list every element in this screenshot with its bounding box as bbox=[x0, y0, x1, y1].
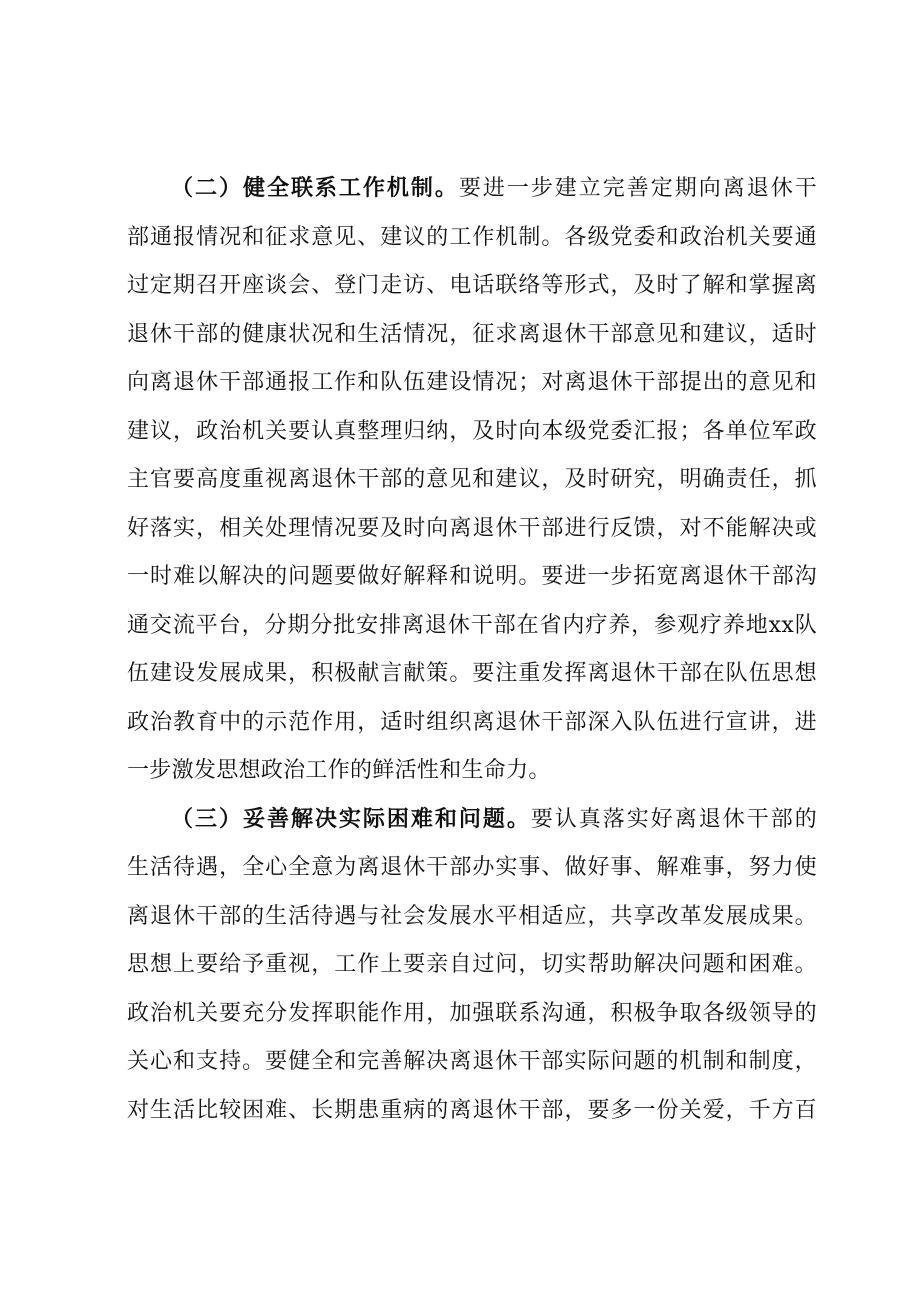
paragraph-line: 生活待遇，全心全意为离退休干部办实事、做好事、解难事，努力使 bbox=[127, 855, 817, 880]
paragraph-line: 思想上要给予重视，工作上要亲自过问，切实帮助解决问题和困难。 bbox=[127, 952, 817, 977]
paragraph-line: 关心和支持。要健全和完善解决离退休干部实际问题的机制和制度， bbox=[127, 1049, 817, 1074]
body-text bbox=[127, 165, 817, 1135]
paragraph-line: 离退休干部的生活待遇与社会发展水平相适应，共享改革发展成果。 bbox=[127, 903, 817, 929]
paragraph-line bbox=[127, 165, 817, 214]
paragraph-line: 一时难以解决的问题要做好解释和说明。要进一步拓宽离退休干部沟 bbox=[127, 564, 817, 589]
section-heading: （三）妥善解决实际困难和问题。 bbox=[171, 806, 531, 832]
paragraph-line: 好落实，相关处理情况要及时向离退休干部进行反馈，对不能解决或 bbox=[127, 515, 817, 541]
paragraph-line: 部通报情况和征求意见、建议的工作机制。各级党委和政治机关要通 bbox=[127, 224, 817, 250]
paragraph-line: 过定期召开座谈会、登门走访、电话联络等形式，及时了解和掌握离 bbox=[127, 273, 817, 298]
paragraph-line: 向离退休干部通报工作和队伍建设情况；对离退休干部提出的意见和 bbox=[127, 370, 817, 395]
paragraph-line: 政治机关要充分发挥职能作用，加强联系沟通，积极争取各级领导的 bbox=[127, 1000, 817, 1026]
paragraph-line: 一步激发思想政治工作的鲜活性和生命力。 bbox=[127, 758, 551, 783]
section-heading: （二）健全联系工作机制。 bbox=[171, 176, 459, 201]
paragraph-line: 对生活比较困难、长期患重病的离退休干部，要多一份关爱，千方百 bbox=[127, 1097, 817, 1123]
paragraph-line: 通交流平台，分期分批安排离退休干部在省内疗养，参观疗养地xx队 bbox=[127, 612, 817, 638]
paragraph-line: 主官要高度重视离退休干部的意见和建议，及时研究，明确责任，抓 bbox=[127, 467, 817, 492]
paragraph-line: 政治教育中的示范作用，适时组织离退休干部深入队伍进行宣讲，进 bbox=[127, 709, 817, 735]
paragraph-text: 要认真落实好离退休干部的 bbox=[530, 806, 817, 832]
paragraph-text: 要进一步建立完善定期向离退休干 bbox=[458, 176, 817, 201]
paragraph-line: 伍建设发展成果，积极献言献策。要注重发挥离退休干部在队伍思想 bbox=[127, 661, 817, 686]
paragraph-line: 退休干部的健康状况和生活情况，征求离退休干部意见和建议，适时 bbox=[127, 321, 817, 347]
paragraph-line bbox=[127, 796, 817, 845]
paragraph-line: 建议，政治机关要认真整理归纳，及时向本级党委汇报；各单位军政 bbox=[127, 418, 817, 444]
